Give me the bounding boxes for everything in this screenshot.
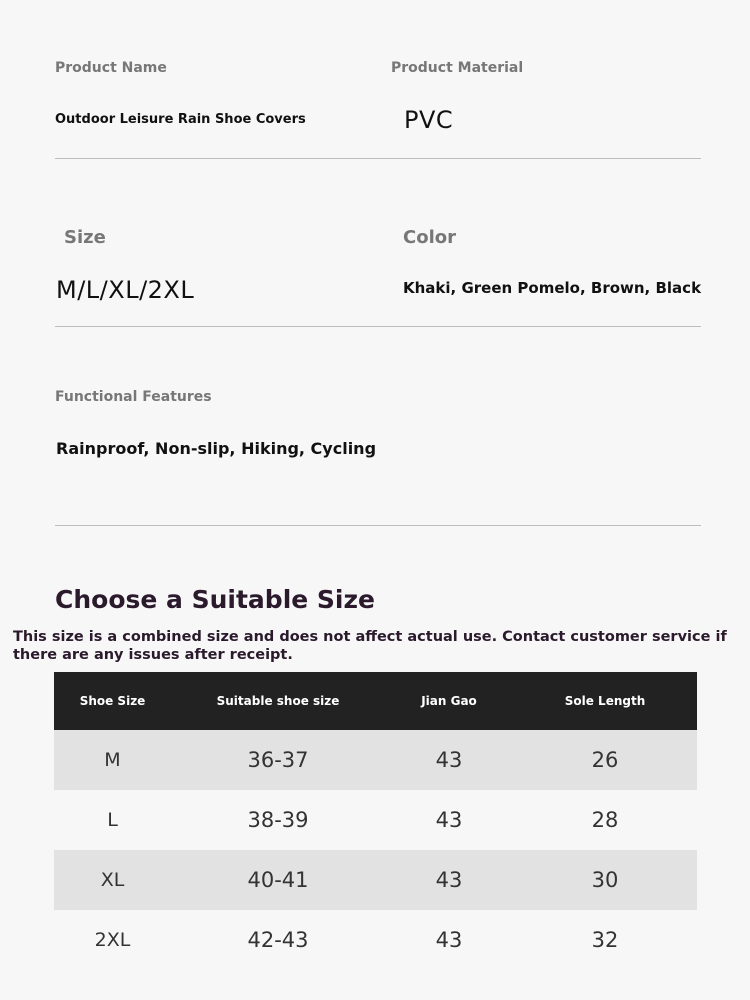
cell-suitable-size: 36-37 (171, 730, 385, 790)
cell-sole-length: 32 (591, 928, 619, 952)
color-value: Khaki, Green Pomelo, Brown, Black (403, 279, 702, 297)
cell-jian-gao: 43 (435, 928, 463, 952)
size-value: M/L/XL/2XL (56, 276, 195, 304)
size-table (54, 672, 697, 970)
cell-sole-length: 26 (513, 730, 697, 790)
divider (55, 326, 701, 327)
features-value: Rainproof, Non-slip, Hiking, Cycling (56, 439, 377, 458)
cell-shoe-size: M (54, 730, 171, 790)
product-name-value: Outdoor Leisure Rain Shoe Covers (55, 112, 306, 127)
product-material-value: PVC (404, 106, 454, 134)
cell-jian-gao: 43 (385, 730, 513, 790)
divider (55, 525, 701, 526)
product-material-label: Product Material (391, 60, 524, 76)
table-header-row (54, 672, 697, 730)
cell-suitable-size: 42-43 (247, 928, 309, 952)
size-label: Size (64, 227, 106, 248)
cell-jian-gao: 43 (435, 808, 463, 832)
size-guide-title: Choose a Suitable Size (55, 585, 376, 614)
table-row (54, 850, 697, 910)
cell-jian-gao: 43 (385, 850, 513, 910)
cell-shoe-size: L (107, 809, 118, 831)
table-row (54, 910, 697, 970)
size-notice: This size is a combined size and does not affect actual use. Contact customer service if there are any issues after receipt. (13, 629, 727, 663)
header-jian-gao: Jian Gao (385, 672, 513, 730)
divider (55, 158, 701, 159)
header-suitable-shoe-size: Suitable shoe size (171, 672, 385, 730)
product-name-label: Product Name (55, 60, 167, 76)
table-row (54, 790, 697, 850)
cell-suitable-size: 40-41 (171, 850, 385, 910)
features-label: Functional Features (55, 389, 212, 405)
cell-shoe-size: 2XL (94, 929, 131, 951)
cell-sole-length: 30 (513, 850, 697, 910)
color-label: Color (403, 227, 456, 248)
cell-sole-length: 28 (591, 808, 619, 832)
table-row (54, 730, 697, 790)
header-shoe-size: Shoe Size (54, 672, 171, 730)
cell-shoe-size: XL (54, 850, 171, 910)
header-sole-length: Sole Length (513, 672, 697, 730)
cell-suitable-size: 38-39 (247, 808, 309, 832)
